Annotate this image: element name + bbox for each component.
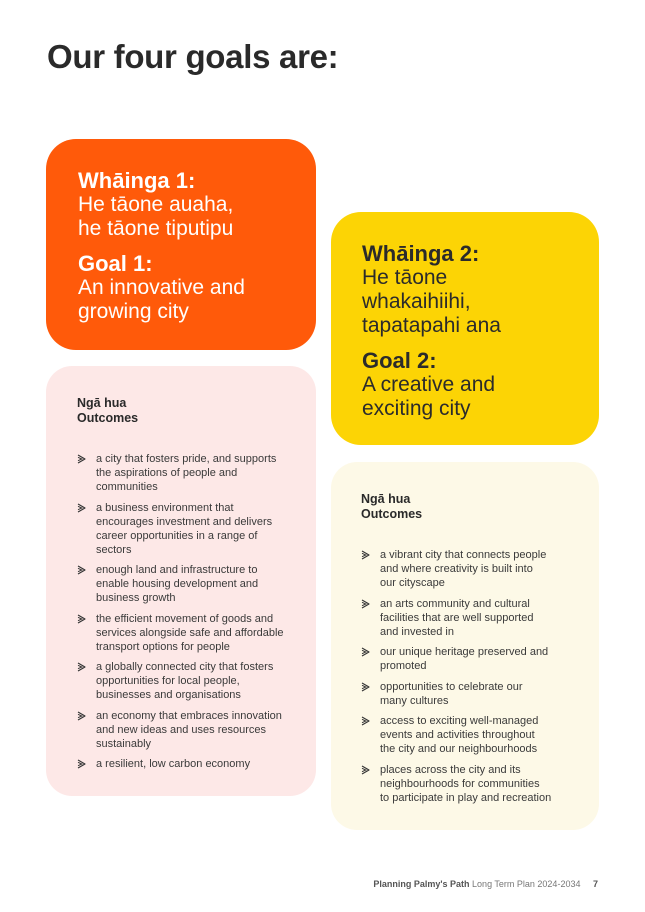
outcome-text-line: encourages investment and delivers <box>96 515 273 528</box>
outcomes-heading <box>77 396 138 426</box>
double-chevron-right-icon <box>77 759 87 769</box>
outcome-text-line: the efficient movement of goods and <box>96 612 274 625</box>
outcome-text-line: events and activities throughout <box>380 729 535 741</box>
outcome-text-line: promoted <box>380 660 427 672</box>
outcome-item <box>77 501 302 557</box>
outcome-item <box>361 763 585 805</box>
goal-1-english-heading: Goal 1: <box>78 251 153 276</box>
outcome-text-line: enough land and infrastructure to <box>96 564 258 576</box>
outcomes-heading-maori: Ngā hua <box>77 396 127 410</box>
outcome-text-line: business growth <box>96 592 176 604</box>
goal-1-maori-line: He tāone auaha, <box>78 193 234 216</box>
goal-2-maori-heading: Whāinga 2: <box>362 241 480 266</box>
outcome-text-line: the city and our neighbourhoods <box>380 743 538 755</box>
outcomes-heading-english: Outcomes <box>77 411 139 425</box>
outcome-text-line: facilities that are well supported <box>380 611 534 624</box>
outcome-text-line: a city that fosters pride, and supports <box>96 453 277 465</box>
outcome-text-line: places across the city and its <box>380 763 521 776</box>
goal-1-english-line: An innovative and <box>78 276 245 299</box>
outcome-text-line: the aspirations of people and <box>96 467 238 479</box>
page-footer <box>373 879 598 889</box>
double-chevron-right-icon <box>77 711 87 721</box>
outcome-text-line: an arts community and cultural <box>380 597 530 610</box>
outcome-item <box>361 680 585 708</box>
goal-2-maori-line: He tāone <box>362 266 448 289</box>
double-chevron-right-icon <box>77 454 87 464</box>
footer-brand: Planning Palmy's Path <box>373 879 470 889</box>
double-chevron-right-icon <box>361 599 371 609</box>
outcome-text-line: opportunities for local people, <box>96 675 240 687</box>
double-chevron-right-icon <box>361 765 371 775</box>
goal-2-maori-line: tapatapahi ana <box>362 314 501 337</box>
outcome-item <box>77 612 302 654</box>
goal-2-maori <box>362 242 579 338</box>
page-number: 7 <box>592 879 598 889</box>
outcome-text-line: transport options for people <box>96 640 230 653</box>
double-chevron-right-icon <box>361 647 371 657</box>
outcome-item <box>361 645 585 673</box>
goal-1-english <box>78 252 296 324</box>
goal-1-maori <box>78 169 296 241</box>
goal-2-english-line: exciting city <box>362 397 471 420</box>
outcome-item <box>77 563 302 605</box>
goal-2-outcomes-card <box>331 462 599 830</box>
goal-1-maori-heading: Whāinga 1: <box>78 168 196 193</box>
goal-2-card <box>331 212 599 445</box>
goal-1-maori-line: he tāone tiputipu <box>78 217 234 240</box>
goal-2-english <box>362 349 579 421</box>
outcome-text-line: communities <box>96 481 158 493</box>
double-chevron-right-icon <box>77 565 87 575</box>
outcome-text-line: our unique heritage preserved and <box>380 646 549 658</box>
double-chevron-right-icon <box>77 614 87 624</box>
goal-2-english-line: A creative and <box>362 373 496 396</box>
outcome-text-line: a resilient, low carbon economy <box>96 758 251 770</box>
outcome-text-line: a globally connected city that fosters <box>96 661 274 673</box>
outcome-text-line: businesses and organisations <box>96 689 241 701</box>
outcome-text-line: a vibrant city that connects people <box>380 549 547 561</box>
goal-1-english-line: growing city <box>78 300 189 323</box>
outcome-text-line: and invested in <box>380 625 454 638</box>
outcome-text-line: opportunities to celebrate our <box>380 680 523 693</box>
outcome-text-line: and new ideas and uses resources <box>96 723 266 736</box>
outcomes-heading-english: Outcomes <box>361 507 423 521</box>
outcome-item <box>361 714 585 756</box>
outcome-text-line: sustainably <box>96 737 152 750</box>
outcomes-heading-maori: Ngā hua <box>361 492 411 506</box>
outcome-text-line: many cultures <box>380 694 449 707</box>
outcome-item <box>77 709 302 751</box>
outcome-item <box>361 597 585 639</box>
goal-2-english-heading: Goal 2: <box>362 348 437 373</box>
outcomes-heading <box>361 492 422 522</box>
outcome-text-line: our cityscape <box>380 577 445 589</box>
outcome-text-line: services alongside safe and affordable <box>96 626 284 639</box>
goal-1-card <box>46 139 316 350</box>
outcome-text-line: career opportunities in a range of <box>96 529 258 542</box>
outcome-text-line: neighbourhoods for communities <box>380 777 540 790</box>
outcome-text-line: enable housing development and <box>96 578 259 590</box>
outcome-item <box>361 548 585 590</box>
goal-1-outcomes-card <box>46 366 316 796</box>
double-chevron-right-icon <box>361 682 371 692</box>
outcome-text-line: sectors <box>96 543 132 556</box>
outcome-list <box>361 548 585 811</box>
double-chevron-right-icon <box>361 716 371 726</box>
double-chevron-right-icon <box>77 503 87 513</box>
footer-document-title: Long Term Plan 2024-2034 <box>472 879 581 889</box>
outcome-text-line: a business environment that <box>96 501 234 514</box>
outcome-text-line: and where creativity is built into <box>380 563 533 575</box>
outcome-item <box>77 452 302 494</box>
outcome-text-line: access to exciting well-managed <box>380 715 539 727</box>
outcome-list <box>77 452 302 778</box>
outcome-item <box>77 660 302 702</box>
outcome-item <box>77 757 302 771</box>
page-title: Our four goals are: <box>47 38 339 75</box>
double-chevron-right-icon <box>361 550 371 560</box>
outcome-text-line: to participate in play and recreation <box>380 791 552 804</box>
goal-2-maori-line: whakaihiihi, <box>362 290 471 313</box>
outcome-text-line: an economy that embraces innovation <box>96 709 282 722</box>
double-chevron-right-icon <box>77 662 87 672</box>
